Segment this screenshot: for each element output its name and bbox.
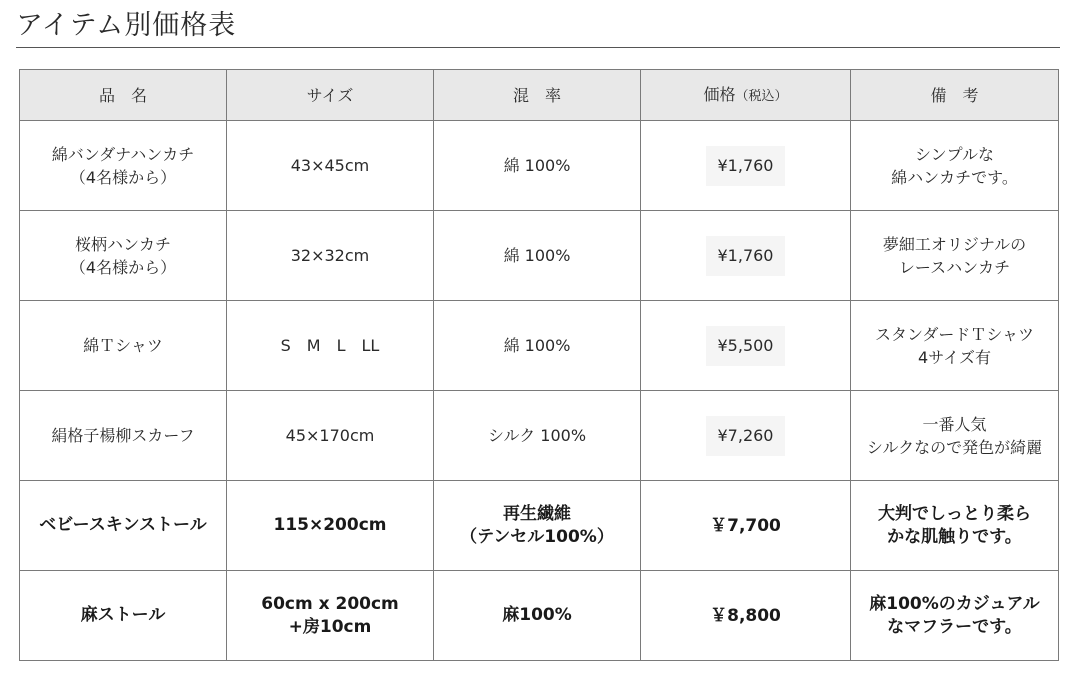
remarks-line: なマフラーです。: [887, 616, 1022, 637]
title-divider: [16, 47, 1060, 48]
material-line: 麻100%: [502, 605, 572, 625]
cell-size: [227, 301, 434, 391]
cell-remarks: [851, 121, 1059, 211]
remarks-line: シルクなので発色が綺麗: [866, 437, 1043, 457]
size-line: 115×200cm: [273, 515, 387, 535]
cell-material: [434, 121, 641, 211]
cell-material: [434, 211, 641, 301]
name-line: 絹格子楊柳スカーフ: [51, 426, 195, 445]
name-line: （4名様から）: [69, 167, 177, 187]
table-row: [20, 211, 1059, 301]
header-name: 品 名: [20, 70, 227, 121]
cell-name: [20, 481, 227, 571]
cell-size: [227, 481, 434, 571]
cell-remarks: [851, 391, 1059, 481]
price-value: ￥8,800: [710, 605, 781, 626]
cell-remarks: [851, 571, 1059, 661]
name-line: 麻ストール: [80, 605, 166, 625]
header-price-tax-note: （税込）: [735, 88, 788, 104]
remarks-line: 大判でしっとり柔ら: [878, 503, 1031, 524]
header-material: 混 率: [434, 70, 641, 121]
cell-price: [641, 121, 851, 211]
name-line: 桜柄ハンカチ: [74, 234, 171, 254]
cell-remarks: [851, 211, 1059, 301]
cell-remarks: [851, 481, 1059, 571]
header-size: サイズ: [227, 70, 434, 121]
price-value: ¥7,260: [706, 416, 786, 456]
table-row: [20, 391, 1059, 481]
cell-size: [227, 391, 434, 481]
cell-material: [434, 391, 641, 481]
cell-remarks: [851, 301, 1059, 391]
cell-price: [641, 391, 851, 481]
cell-name: [20, 301, 227, 391]
cell-size: [227, 121, 434, 211]
name-line: （4名様から）: [69, 257, 177, 277]
table-row: [20, 571, 1059, 661]
material-line: シルク 100%: [487, 426, 587, 445]
header-price-label: 価格: [703, 84, 736, 104]
cell-material: [434, 481, 641, 571]
material-line: 綿 100%: [503, 156, 571, 175]
remarks-line: 綿ハンカチです。: [891, 167, 1018, 187]
table-row: [20, 481, 1059, 571]
size-line: +房10cm: [288, 616, 372, 637]
size-line: 32×32cm: [290, 246, 370, 265]
cell-price: [641, 211, 851, 301]
size-line: 45×170cm: [285, 426, 375, 445]
remarks-line: 夢細工オリジナルの: [882, 234, 1027, 254]
size-line: 60cm x 200cm: [261, 593, 399, 614]
cell-material: [434, 301, 641, 391]
price-value: ¥5,500: [706, 326, 786, 366]
cell-price: [641, 571, 851, 661]
material-line: 再生繊維: [503, 503, 571, 524]
cell-material: [434, 571, 641, 661]
price-value: ¥1,760: [706, 146, 786, 186]
name-line: 綿Ｔシャツ: [83, 336, 163, 355]
header-remarks: 備 考: [851, 70, 1059, 121]
material-line: 綿 100%: [503, 336, 571, 355]
table-header-row: [20, 70, 1059, 121]
material-line: （テンセル100%）: [460, 526, 614, 547]
cell-price: [641, 481, 851, 571]
cell-price: [641, 301, 851, 391]
price-value: ¥1,760: [706, 236, 786, 276]
cell-name: [20, 121, 227, 211]
cell-name: [20, 391, 227, 481]
remarks-line: スタンダードＴシャツ: [874, 324, 1035, 344]
name-line: 綿バンダナハンカチ: [51, 144, 195, 164]
remarks-line: シンプルな: [915, 144, 994, 164]
cell-name: [20, 571, 227, 661]
cell-size: [227, 571, 434, 661]
table-row: [20, 301, 1059, 391]
size-line: 43×45cm: [290, 156, 370, 175]
price-value: ￥7,700: [710, 515, 781, 536]
remarks-line: 一番人気: [922, 414, 987, 434]
table-row: [20, 121, 1059, 211]
remarks-line: 4サイズ有: [918, 347, 991, 367]
price-table: [19, 69, 1059, 661]
material-line: 綿 100%: [503, 246, 571, 265]
header-price: [641, 70, 851, 121]
cell-name: [20, 211, 227, 301]
cell-size: [227, 211, 434, 301]
name-line: ベビースキンストール: [39, 515, 207, 535]
size-line: S M L LL: [280, 336, 380, 355]
remarks-line: 麻100%のカジュアル: [869, 593, 1040, 614]
page-title: アイテム別価格表: [16, 10, 237, 41]
remarks-line: レースハンカチ: [898, 257, 1011, 277]
remarks-line: かな肌触りです。: [887, 526, 1022, 547]
